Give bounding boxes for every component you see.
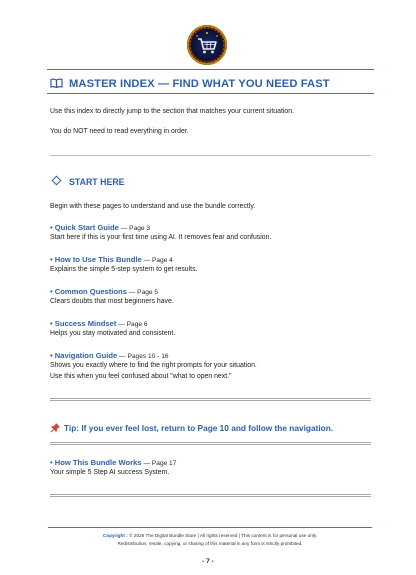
intro-line-2: You do NOT need to read everything in order. <box>50 128 189 135</box>
item-description: Clears doubts that most beginners have. <box>50 298 174 305</box>
page-title-text: MASTER INDEX — FIND WHAT YOU NEED FAST <box>69 78 330 90</box>
index-item-common-questions <box>50 287 158 296</box>
item-title: • Quick Start Guide <box>50 223 119 232</box>
pushpin-icon <box>50 422 61 433</box>
page-title <box>50 78 380 90</box>
item-description: Shows you exactly where to find the right prompts for your situation. <box>50 362 257 369</box>
footer-copyright-line-1 <box>48 533 372 538</box>
index-item-navigation-guide <box>50 351 169 360</box>
item-page: — Page 17 <box>141 460 177 467</box>
item-page: — Page 3 <box>118 225 151 232</box>
section-divider <box>50 155 371 156</box>
index-item-how-bundle-works <box>50 458 176 467</box>
diamond-icon <box>52 176 62 186</box>
footer-divider <box>48 527 372 528</box>
item-description: Your simple 5 Step AI success System. <box>50 469 170 476</box>
item-description: Use this when you feel confused about "what to open next." <box>50 373 232 380</box>
tip-divider-top <box>50 398 371 401</box>
item-title: • Success Mindset <box>50 319 117 328</box>
start-here-lead: Begin with these pages to understand and use the bundle correctly. <box>50 203 256 210</box>
item-title: • Common Questions <box>50 287 127 296</box>
item-page: — Page 5 <box>126 289 159 296</box>
copyright-label: Copyright : <box>102 533 128 538</box>
index-item-how-to-use <box>50 255 173 264</box>
item-page: — Page 6 <box>116 321 148 328</box>
index-item-quick-start <box>50 223 150 232</box>
item-title: • Navigation Guide <box>50 351 118 360</box>
index-item-success-mindset <box>50 319 148 328</box>
section-heading-start-here <box>50 177 125 187</box>
title-underline <box>47 93 374 94</box>
item-page: — Page 4 <box>141 257 173 264</box>
tip-text: Tip: If you ever feel lost, return to Page 10 and follow the navigation. <box>64 423 334 433</box>
item-description: Helps you stay motivated and consistent. <box>50 330 176 337</box>
section-heading-text: START HERE <box>69 177 125 187</box>
shopping-cart-logo-icon <box>187 25 227 65</box>
header-divider <box>47 69 374 70</box>
item-title: • How This Bundle Works <box>50 458 142 467</box>
footer-copyright-line-2: Redistribution, resale, copying, or sharing of this material in any form is strictly prohibited. <box>117 541 303 546</box>
open-book-icon <box>50 78 63 88</box>
page-number: - 7 - <box>202 558 214 565</box>
item-description: Start here if this is your first time using AI. It removes fear and confusion. <box>50 234 272 241</box>
intro-line-1: Use this index to directly jump to the section that matches your current situation. <box>50 108 294 115</box>
section-divider-bottom <box>50 494 371 497</box>
item-title: • How to Use This Bundle <box>50 255 142 264</box>
tip-divider-bottom <box>50 442 371 445</box>
tip-callout <box>50 422 333 433</box>
store-logo <box>187 25 227 65</box>
item-page: — Pages 10 - 16 <box>117 353 169 360</box>
copyright-text: © 2026 The Digital Bundle Store | All rights reserved | This content is for personal use only. <box>127 533 318 538</box>
item-description: Explains the simple 5-step system to get results. <box>50 266 198 273</box>
